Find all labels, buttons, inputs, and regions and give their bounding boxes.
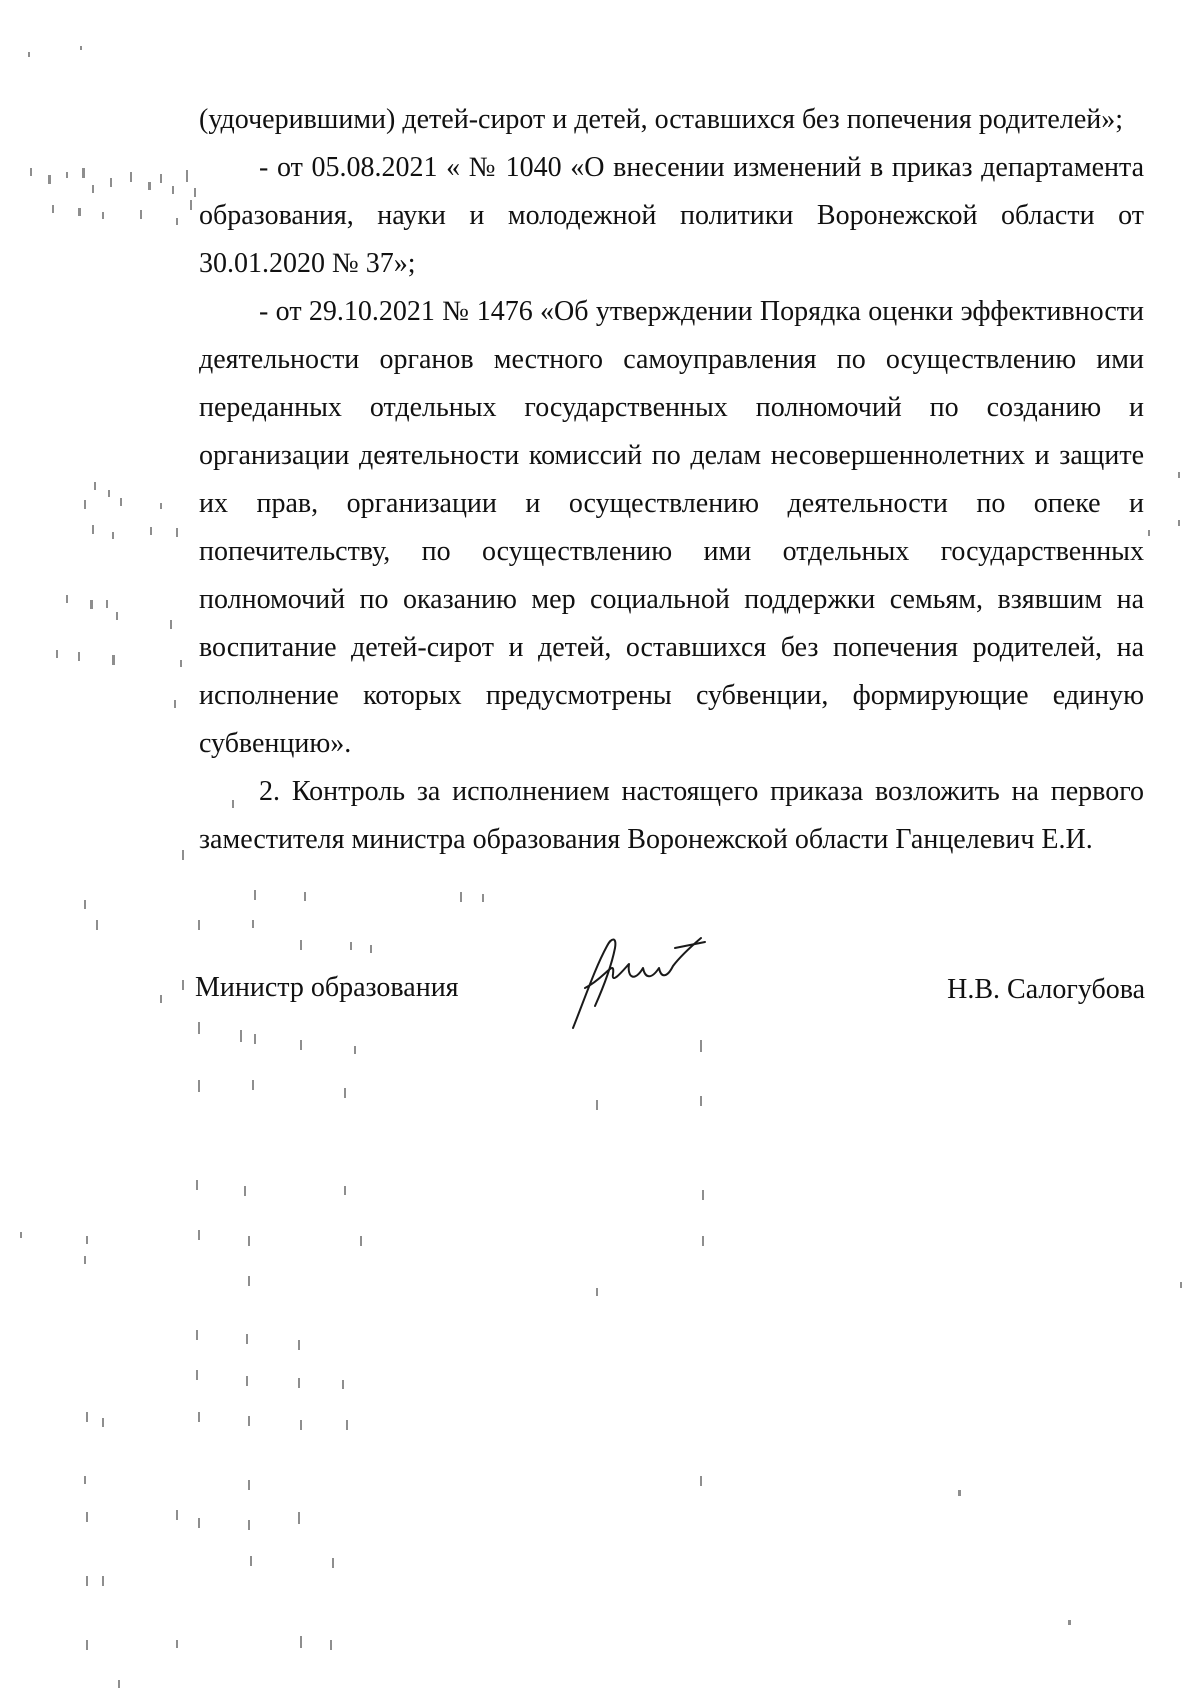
document-body [199,96,1144,864]
signatory-name: Н.В. Салогубова [947,974,1145,1005]
signatory-title: Министр образования [195,972,459,1003]
signature-block [195,968,1145,1058]
paragraph-continuation: (удочерившими) детей-сирот и детей, оставшихся без попечения родителей»; [199,104,1124,135]
list-item-order-1040: - от 05.08.2021 « № 1040 «О внесении изменений в приказ департамента образования, науки и молодежной политики Воронежской области от 30.01.2020 № 37»; [199,152,1144,279]
list-item-order-1476: - от 29.10.2021 № 1476 «Об утверждении Порядка оценки эффективности деятельности органов местного самоуправления по осуществлению ими переданных отдельных государственных полномочий по созданию и организации деятельности комиссий по делам несовершеннолетних и защите их прав, организации и осуществлению деятельности по опеке и попечительству, по осуществлению ими отдельных государственных полномочий по оказанию мер социальной поддержки семьям, взявшим на воспитание детей-сирот и детей, оставшихся без попечения родителей, на исполнение которых предусмотрены субвенции, формирующие единую субвенцию». [199,296,1144,759]
handwritten-signature [555,928,725,1038]
paragraph-control: 2. Контроль за исполнением настоящего приказа возложить на первого заместителя министра образования Воронежской области Ганцелевич Е.И. [199,776,1144,855]
